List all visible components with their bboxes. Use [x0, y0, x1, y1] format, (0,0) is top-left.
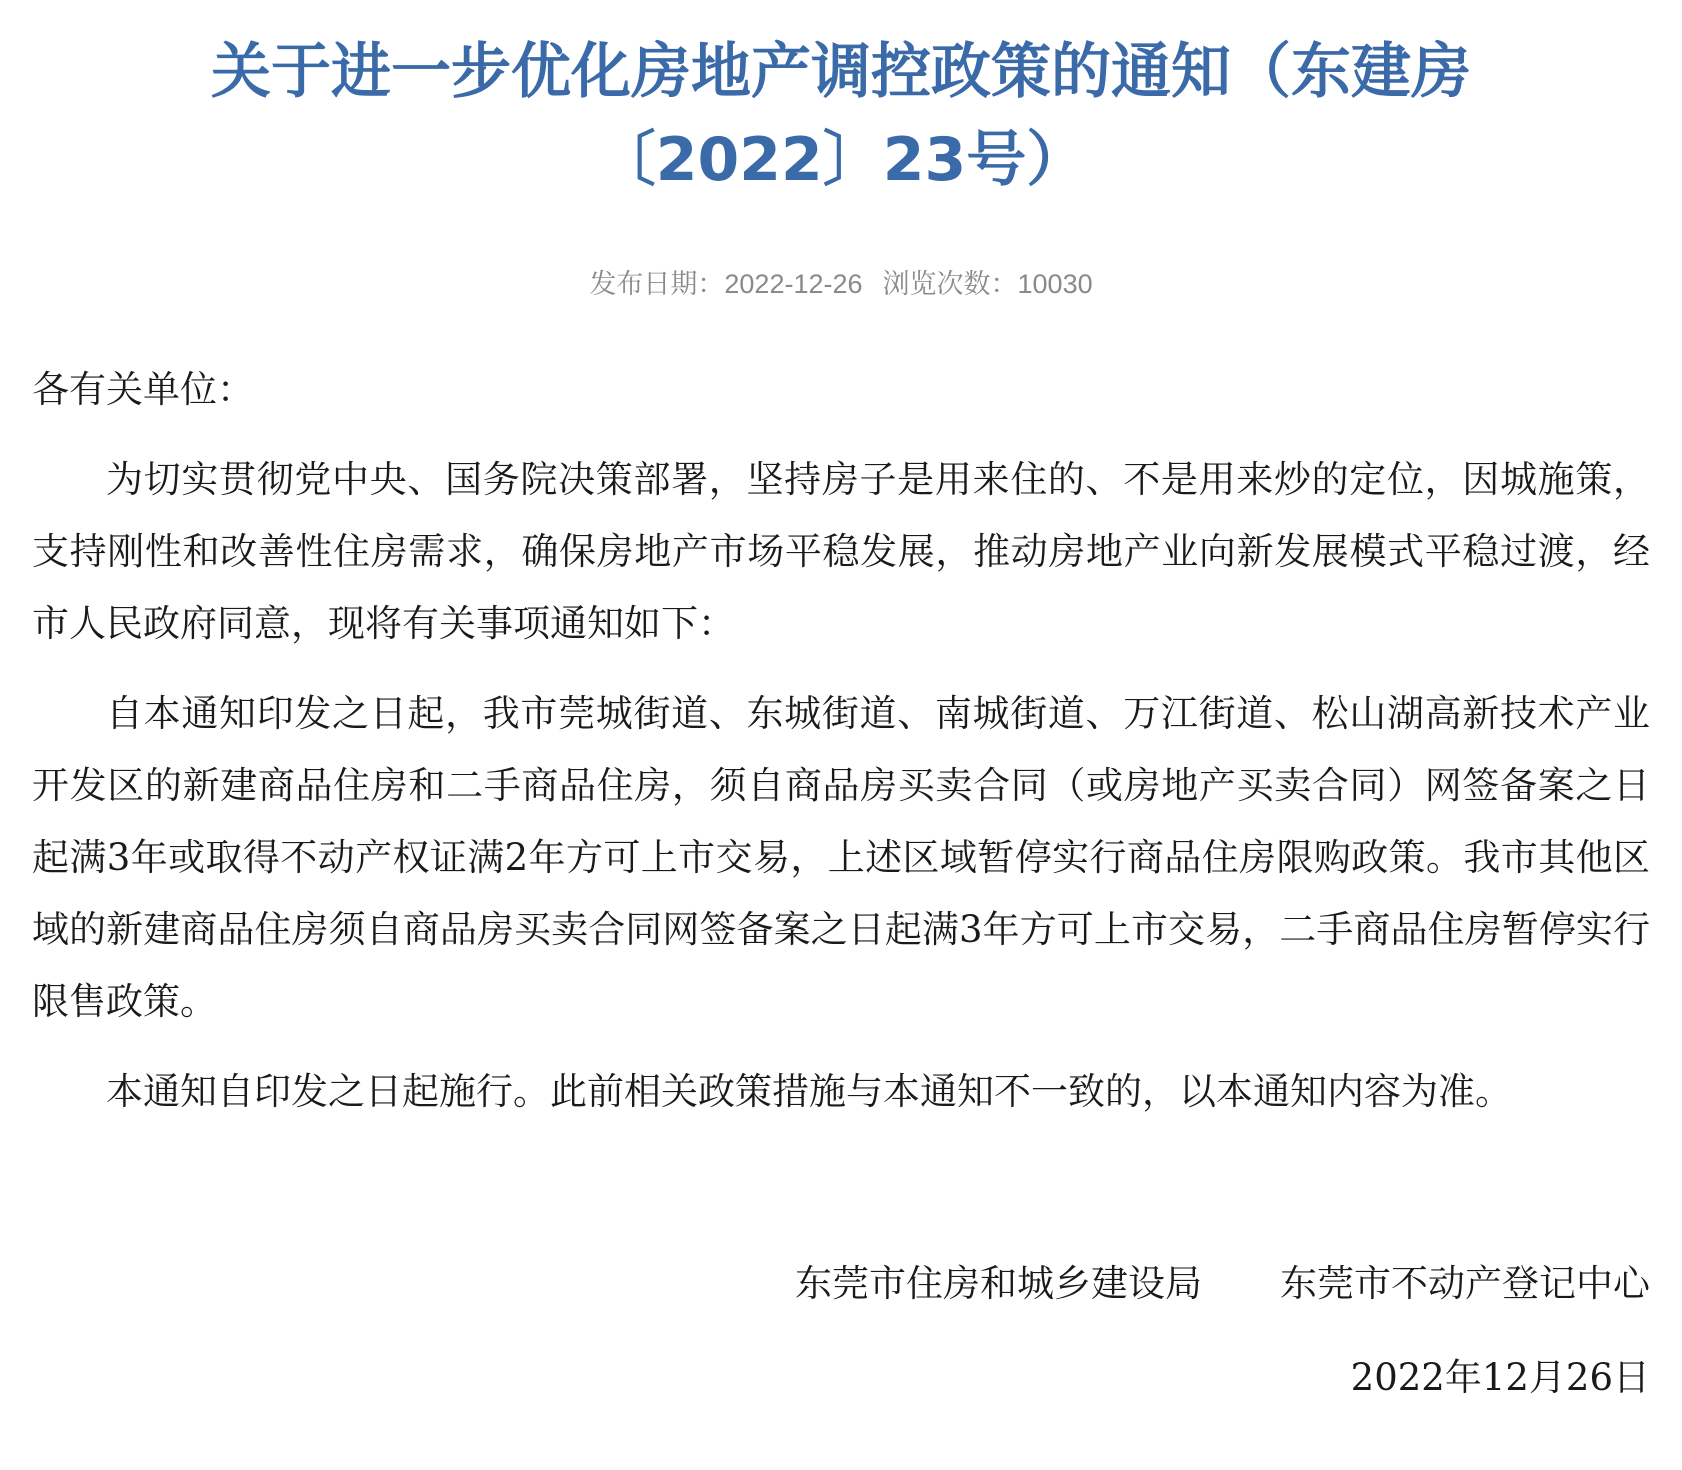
- salutation: 各有关单位：: [32, 368, 254, 411]
- issue-date: 2022年12月26日: [1350, 1356, 1650, 1399]
- issuer-registration-center: 东莞市不动产登记中心: [1280, 1262, 1650, 1305]
- publish-date-value: 2022-12-26: [724, 269, 863, 299]
- title-line-2: 〔2022〕23号）: [595, 125, 1087, 195]
- signature-block: [795, 1248, 1650, 1414]
- paragraph-policy: 自本通知印发之日起，我市莞城街道、东城街道、南城街道、万江街道、松山湖高新技术产业开发区的新建商品住房和二手商品住房，须自商品房买卖合同（或房地产买卖合同）网签备案之日起满3年或取得不动产权证满2年方可上市交易，上述区域暂停实行商品住房限购政策。我市其他区域的新建商品住房须自商品房买卖合同网签备案之日起满3年方可上市交易，二手商品住房暂停实行限售政策。: [32, 692, 1650, 1023]
- view-count-label: 浏览次数：: [882, 269, 1018, 299]
- title-line-1: 关于进一步优化房地产调控政策的通知（东建房: [211, 37, 1471, 107]
- notice-body: [32, 354, 1650, 1128]
- article-meta: [32, 266, 1650, 302]
- publish-date-label: 发布日期：: [589, 269, 725, 299]
- issuer-housing-bureau: 东莞市住房和城乡建设局: [795, 1262, 1202, 1305]
- paragraph-intro: 为切实贯彻党中央、国务院决策部署，坚持房子是用来住的、不是用来炒的定位，因城施策，支持刚性和改善性住房需求，确保房地产市场平稳发展，推动房地产业向新发展模式平稳过渡，经市人民政府同意，现将有关事项通知如下：: [32, 458, 1650, 645]
- issuing-organizations: [795, 1248, 1650, 1320]
- paragraph-effective: 本通知自印发之日起施行。此前相关政策措施与本通知不一致的，以本通知内容为准。: [106, 1070, 1512, 1113]
- view-count-value: 10030: [1017, 269, 1093, 299]
- page-title: [91, 28, 1591, 204]
